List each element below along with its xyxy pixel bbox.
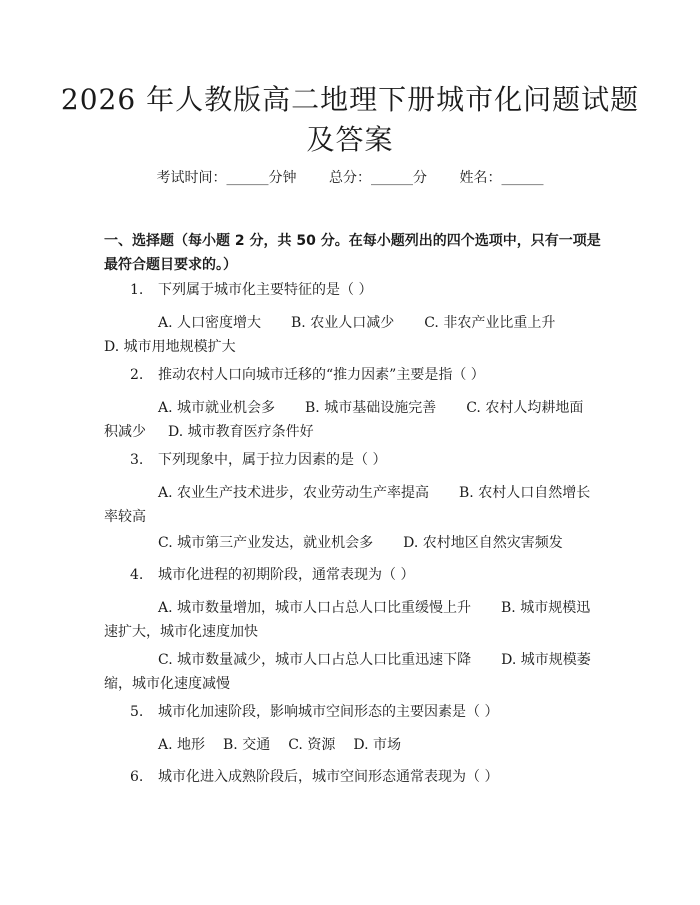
question-stem: 推动农村人口向城市迁移的“推力因素”主要是指（ ） xyxy=(158,367,485,383)
exam-info-row xyxy=(0,168,700,188)
option-c: C. 农村人均耕地面积减少 xyxy=(104,400,584,440)
question-2 xyxy=(130,364,610,386)
question-1 xyxy=(130,279,610,301)
exam-time-field: 考试时间：______分钟 xyxy=(156,170,297,186)
option-d: D. 城市规模萎缩，城市化速度减慢 xyxy=(104,652,591,692)
option-d: D. 农村地区自然灾害频发 xyxy=(403,535,563,551)
question-stem: 城市化进程的初期阶段，通常表现为（ ） xyxy=(158,567,415,583)
option-d: D. 城市用地规模扩大 xyxy=(104,339,236,355)
question-4-options-cd xyxy=(104,648,594,696)
question-4-options-ab xyxy=(104,596,594,644)
question-number: 3. xyxy=(130,452,144,468)
option-c: C. 资源 xyxy=(288,737,336,753)
question-5-options xyxy=(104,733,594,757)
option-a: A. 城市就业机会多 xyxy=(158,400,276,416)
page-title-line2: 及答案 xyxy=(306,123,394,156)
question-2-options xyxy=(104,396,594,444)
option-a: A. 农业生产技术进步，农业劳动生产率提高 xyxy=(158,485,430,501)
section-heading: 一、选择题（每小题 2 分，共 50 分。在每小题列出的四个选项中，只有一项是最符合题目要求的。） xyxy=(104,233,601,273)
option-d: D. 市场 xyxy=(353,737,401,753)
option-a: A. 人口密度增大 xyxy=(158,315,262,331)
option-c: C. 城市第三产业发达，就业机会多 xyxy=(158,535,374,551)
option-b: B. 农村人口自然增长率较高 xyxy=(104,485,591,525)
student-name-field: 姓名：______ xyxy=(459,170,544,186)
option-b: B. 交通 xyxy=(223,737,271,753)
option-d: D. 城市教育医疗条件好 xyxy=(168,424,314,440)
question-number: 5. xyxy=(130,704,144,720)
question-number: 1. xyxy=(130,282,144,298)
question-number: 2. xyxy=(130,367,144,383)
question-4 xyxy=(130,564,610,586)
question-stem: 下列属于城市化主要特征的是（ ） xyxy=(158,282,373,298)
option-c: C. 非农产业比重上升 xyxy=(424,315,556,331)
page-title-line1: 2026 年人教版高二地理下册城市化问题试题 xyxy=(60,83,640,116)
option-b: B. 农业人口减少 xyxy=(291,315,395,331)
question-3-options-ab xyxy=(104,481,594,529)
option-b: B. 城市基础设施完善 xyxy=(305,400,437,416)
question-5 xyxy=(130,701,610,723)
question-stem: 城市化加速阶段，影响城市空间形态的主要因素是（ ） xyxy=(158,704,499,720)
question-stem: 城市化进入成熟阶段后，城市空间形态通常表现为（ ） xyxy=(158,769,499,785)
option-a: A. 城市数量增加，城市人口占总人口比重缓慢上升 xyxy=(158,600,472,616)
question-1-options xyxy=(104,311,594,359)
option-b: B. 城市规模迅速扩大，城市化速度加快 xyxy=(104,600,591,640)
question-3 xyxy=(130,449,610,471)
question-number: 4. xyxy=(130,567,144,583)
option-c: C. 城市数量减少，城市人口占总人口比重迅速下降 xyxy=(158,652,472,668)
question-3-options-cd xyxy=(104,531,594,555)
total-score-field: 总分：______分 xyxy=(329,170,427,186)
question-6 xyxy=(130,766,610,788)
option-a: A. 地形 xyxy=(158,737,206,753)
question-stem: 下列现象中，属于拉力因素的是（ ） xyxy=(158,452,387,468)
question-number: 6. xyxy=(130,769,144,785)
